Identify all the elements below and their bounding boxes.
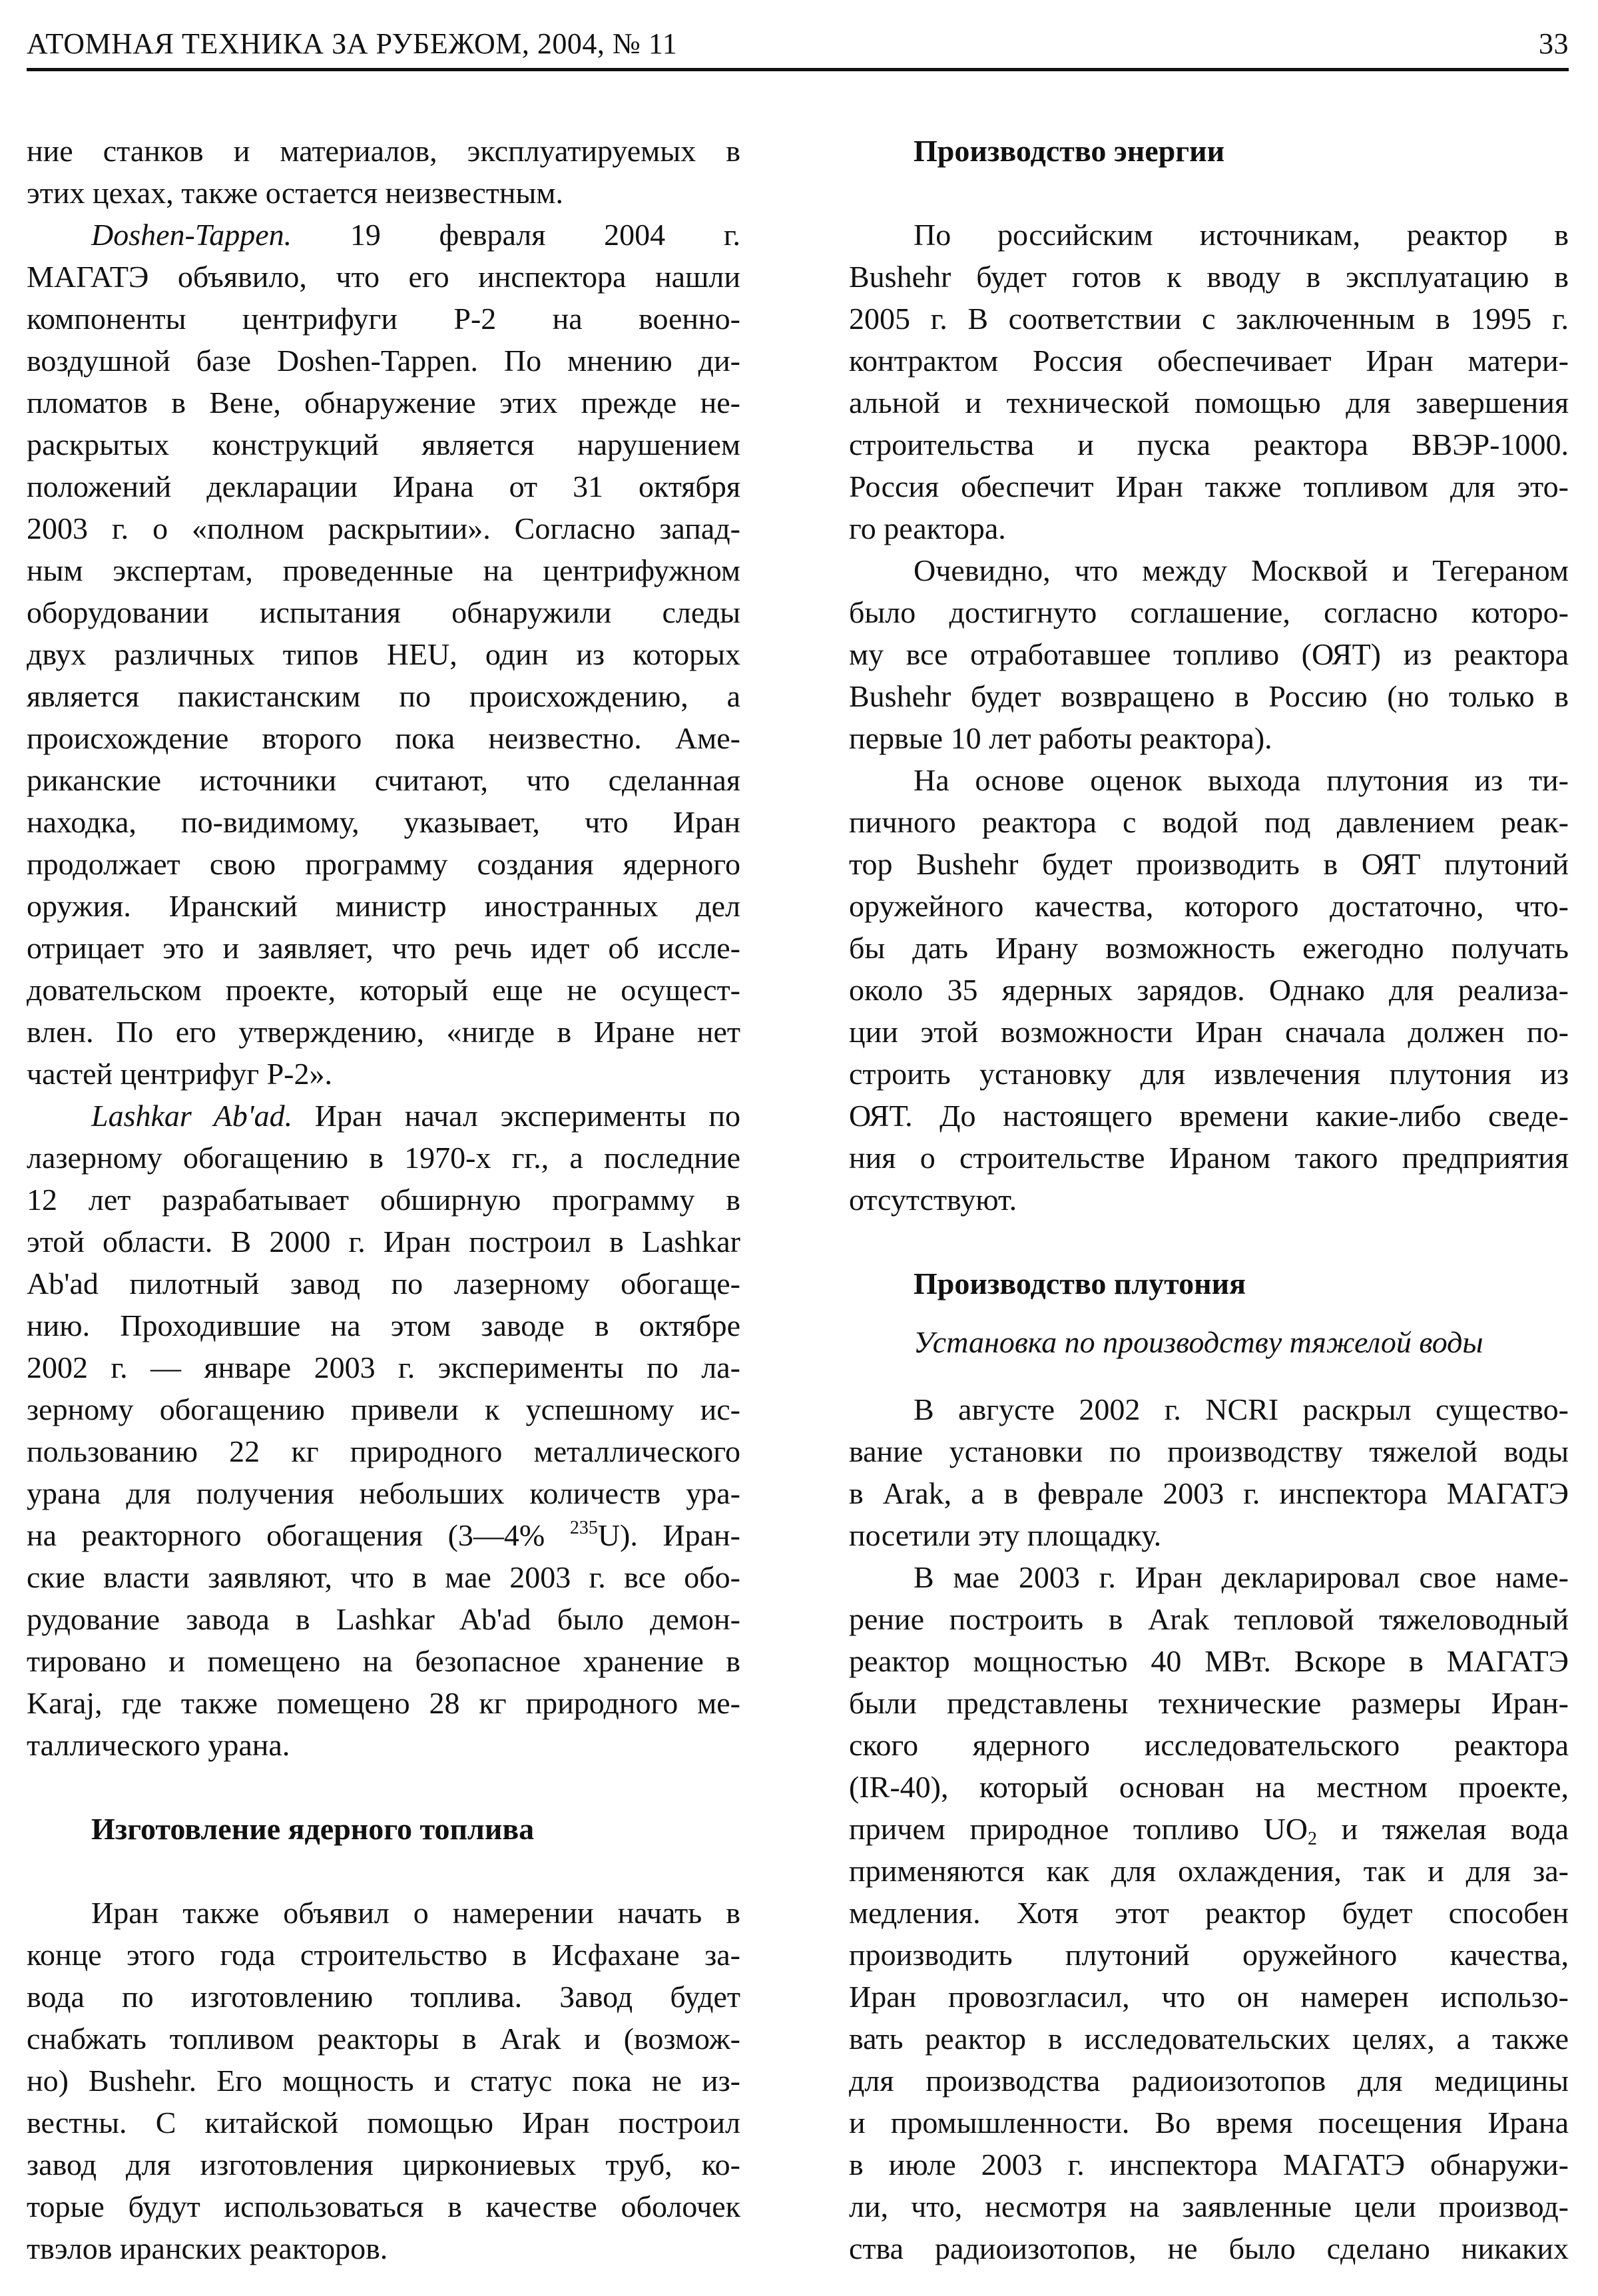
text-line: контрактом Россия обеспечивает Иран матери- bbox=[849, 344, 1569, 378]
text-line: ния о строительстве Ираном такого предприятия bbox=[849, 1141, 1569, 1175]
text-line: Иран провозгласил, что он намерен использо- bbox=[849, 1980, 1569, 2014]
text-line: пломатов в Вене, обнаружение этих прежде не- bbox=[27, 386, 740, 420]
text-line: этой области. В 2000 г. Иран построил в Lashkar bbox=[27, 1225, 740, 1259]
text-line: отсутствуют. bbox=[849, 1183, 1017, 1217]
text-line: лазерному обогащению в 1970-х гг., а последние bbox=[27, 1141, 740, 1175]
section-heading: Производство энергии bbox=[914, 134, 1225, 168]
text-line: урана для получения небольших количеств ура- bbox=[27, 1476, 740, 1510]
text-line: ОЯТ. До настоящего времени какие-либо сведе- bbox=[849, 1099, 1569, 1133]
text-line: компоненты центрифуги Р-2 на военно- bbox=[27, 302, 740, 336]
text-line: находка, по-видимому, указывает, что Иран bbox=[27, 805, 740, 839]
text-line: завод для изготовления циркониевых труб, ко- bbox=[27, 2148, 740, 2181]
text-line: были представлены технические размеры Иран- bbox=[849, 1686, 1569, 1720]
text-line: медления. Хотя этот реактор будет способен bbox=[849, 1896, 1569, 1930]
right-column bbox=[849, 0, 1569, 2296]
text-line: Ab'ad пилотный завод по лазерному обогаще- bbox=[27, 1267, 740, 1300]
text-line: В августе 2002 г. NCRI раскрыл существо- bbox=[914, 1392, 1569, 1426]
text-line: По российским источникам, реактор в bbox=[914, 218, 1569, 252]
text-line: первые 10 лет работы реактора). bbox=[849, 721, 1272, 755]
text-line: в Arak, а в феврале 2003 г. инспектора МАГАТЭ bbox=[849, 1476, 1569, 1510]
text-line: ным экспертам, проведенные на центрифужном bbox=[27, 553, 740, 587]
text-line: продолжает свою программу создания ядерного bbox=[27, 847, 740, 881]
text-line: применяются как для охлаждения, так и для за- bbox=[849, 1854, 1569, 1888]
subscript: 2 bbox=[1308, 1829, 1318, 1849]
text-line: ние станков и материалов, эксплуатируемых в bbox=[27, 134, 740, 168]
text-line: посетили эту площадку. bbox=[849, 1518, 1162, 1552]
text-line: Иран также объявил о намерении начать в bbox=[91, 1896, 740, 1930]
text-line: зерному обогащению привели к успешному ис- bbox=[27, 1392, 740, 1426]
text-line: вода по изготовлению топлива. Завод будет bbox=[27, 1980, 740, 2014]
text-line bbox=[27, 1514, 740, 1556]
text-line: альной и технической помощью для завершения bbox=[849, 386, 1569, 420]
text-line: нию. Проходившие на этом заводе в октябре bbox=[27, 1308, 740, 1342]
text-line: оружейного качества, которого достаточно, что- bbox=[849, 889, 1569, 923]
text-line bbox=[91, 214, 740, 256]
text-line: риканские источники считают, что сделанная bbox=[27, 763, 740, 797]
text-line: но) Bushehr. Его мощность и статус пока не из- bbox=[27, 2064, 740, 2098]
text-line: реактор мощностью 40 МВт. Вскоре в МАГАТЭ bbox=[849, 1644, 1569, 1678]
text-run: на реакторного обогащения (3—4% bbox=[27, 1518, 570, 1552]
text-line: положений декларации Ирана от 31 октября bbox=[27, 469, 740, 503]
text-line: ства радиоизотопов, не было сделано никаких bbox=[849, 2231, 1569, 2265]
text-run: и тяжелая вода bbox=[1317, 1812, 1569, 1846]
text-line: воздушной базе Doshen-Tappen. По мнению ди- bbox=[27, 344, 740, 378]
text-line: пичного реактора с водой под давлением реак- bbox=[849, 805, 1569, 839]
text-line: Karaj, где также помещено 28 кг природного ме- bbox=[27, 1686, 740, 1720]
text-line: В мае 2003 г. Иран декларировал свое наме- bbox=[914, 1560, 1569, 1594]
text-line: го реактора. bbox=[849, 511, 1006, 545]
text-line: (IR-40), который основан на местном проекте, bbox=[849, 1770, 1569, 1804]
text-line: рудование завода в Lashkar Ab'ad было демон- bbox=[27, 1602, 740, 1636]
text-line: вание установки по производству тяжелой воды bbox=[849, 1434, 1569, 1468]
text-line: Bushehr будет готов к вводу в эксплуатацию в bbox=[849, 260, 1569, 294]
text-line: является пакистанским по происхождению, а bbox=[27, 679, 740, 713]
left-column bbox=[27, 0, 740, 2296]
text-line: твэлов иранских реакторов. bbox=[27, 2231, 388, 2265]
text-line: частей центрифуг Р-2». bbox=[27, 1057, 332, 1091]
text-line: ские власти заявляют, что в мае 2003 г. все обо- bbox=[27, 1560, 740, 1594]
text-line: этих цехах, также остается неизвестным. bbox=[27, 176, 564, 210]
text-line: происхождение второго пока неизвестно. Аме- bbox=[27, 721, 740, 755]
text-line: снабжать топливом реакторы в Arak и (возмож- bbox=[27, 2022, 740, 2056]
text-line: оборудовании испытания обнаружили следы bbox=[27, 595, 740, 629]
text-line: му все отработавшее топливо (ОЯТ) из реактора bbox=[849, 637, 1569, 671]
text-line: Bushehr будет возвращено в Россию (но только в bbox=[849, 679, 1569, 713]
text-line: 12 лет разрабатывает обширную программу в bbox=[27, 1183, 740, 1217]
text-line: раскрытых конструкций является нарушением bbox=[27, 428, 740, 461]
text-line: для производства радиоизотопов для медицины bbox=[849, 2064, 1569, 2098]
text-line: 2005 г. В соответствии с заключенным в 1995 г. bbox=[849, 302, 1569, 336]
text-run: U). Иран- bbox=[597, 1518, 740, 1552]
text-line: тировано и помещено на безопасное хранение в bbox=[27, 1644, 740, 1678]
text-line: торые будут использоваться в качестве оболочек bbox=[27, 2189, 740, 2223]
text-run: причем природное топливо UO bbox=[849, 1812, 1308, 1846]
text-line: вестны. С китайской помощью Иран построил bbox=[27, 2106, 740, 2140]
text-line bbox=[91, 1095, 740, 1137]
text-line: строить установку для извлечения плутония из bbox=[849, 1057, 1569, 1091]
text-line: строительства и пуска реактора ВВЭР-1000. bbox=[849, 428, 1569, 461]
text-line: тор Bushehr будет производить в ОЯТ плутоний bbox=[849, 847, 1569, 881]
text-line: производить плутоний оружейного качества, bbox=[849, 1938, 1569, 1972]
text-line: рение построить в Arak тепловой тяжеловодный bbox=[849, 1602, 1569, 1636]
text-line: вать реактор в исследовательских целях, а также bbox=[849, 2022, 1569, 2056]
italic-run-in: Lashkar Ab'ad. bbox=[91, 1099, 293, 1133]
subsection-heading: Установка по производству тяжелой воды bbox=[914, 1325, 1483, 1360]
text-line: таллического урана. bbox=[27, 1728, 290, 1762]
text-line: отрицает это и заявляет, что речь идет об иссле- bbox=[27, 931, 740, 965]
text-line: пользованию 22 кг природного металлического bbox=[27, 1434, 740, 1468]
text-line: МАГАТЭ объявило, что его инспектора нашли bbox=[27, 260, 740, 294]
text-line: бы дать Ирану возможность ежегодно получать bbox=[849, 931, 1569, 965]
running-header-journal: АТОМНАЯ ТЕХНИКА ЗА РУБЕЖОМ, 2004, № 11 bbox=[27, 27, 678, 60]
text-line: ского ядерного исследовательского реактора bbox=[849, 1728, 1569, 1762]
text-line: Очевидно, что между Москвой и Тегераном bbox=[914, 553, 1569, 587]
superscript: 235 bbox=[569, 1518, 598, 1538]
text-line: двух различных типов HEU, один из которых bbox=[27, 637, 740, 671]
text-line: около 35 ядерных зарядов. Однако для реализа- bbox=[849, 973, 1569, 1007]
text-line: ции этой возможности Иран сначала должен по- bbox=[849, 1015, 1569, 1049]
section-heading: Производство плутония bbox=[914, 1267, 1246, 1300]
text-line: было достигнуто соглашение, согласно которо- bbox=[849, 595, 1569, 629]
section-heading: Изготовление ядерного топлива bbox=[91, 1812, 535, 1846]
italic-run-in: Doshen-Tappen. bbox=[91, 218, 292, 252]
text-line: и промышленности. Во время посещения Ирана bbox=[849, 2106, 1569, 2140]
text-line: конце этого года строительство в Исфахане за- bbox=[27, 1938, 740, 1972]
text-run: Иран начал эксперименты по bbox=[292, 1099, 740, 1133]
page-number: 33 bbox=[1539, 27, 1569, 60]
text-line: довательском проекте, который еще не осущест- bbox=[27, 973, 740, 1007]
text-line: в июле 2003 г. инспектора МАГАТЭ обнаружи- bbox=[849, 2148, 1569, 2181]
text-line: 2003 г. о «полном раскрытии». Согласно запад- bbox=[27, 511, 740, 545]
text-line: На основе оценок выхода плутония из ти- bbox=[914, 763, 1569, 797]
text-run: 19 февраля 2004 г. bbox=[292, 218, 740, 252]
text-line bbox=[849, 1808, 1569, 1850]
text-line: влен. По его утверждению, «нигде в Иране нет bbox=[27, 1015, 740, 1049]
text-line: Россия обеспечит Иран также топливом для это- bbox=[849, 469, 1569, 503]
text-line: ли, что, несмотря на заявленные цели производ- bbox=[849, 2189, 1569, 2223]
text-line: 2002 г. — январе 2003 г. эксперименты по ла- bbox=[27, 1350, 740, 1384]
text-line: оружия. Иранский министр иностранных дел bbox=[27, 889, 740, 923]
